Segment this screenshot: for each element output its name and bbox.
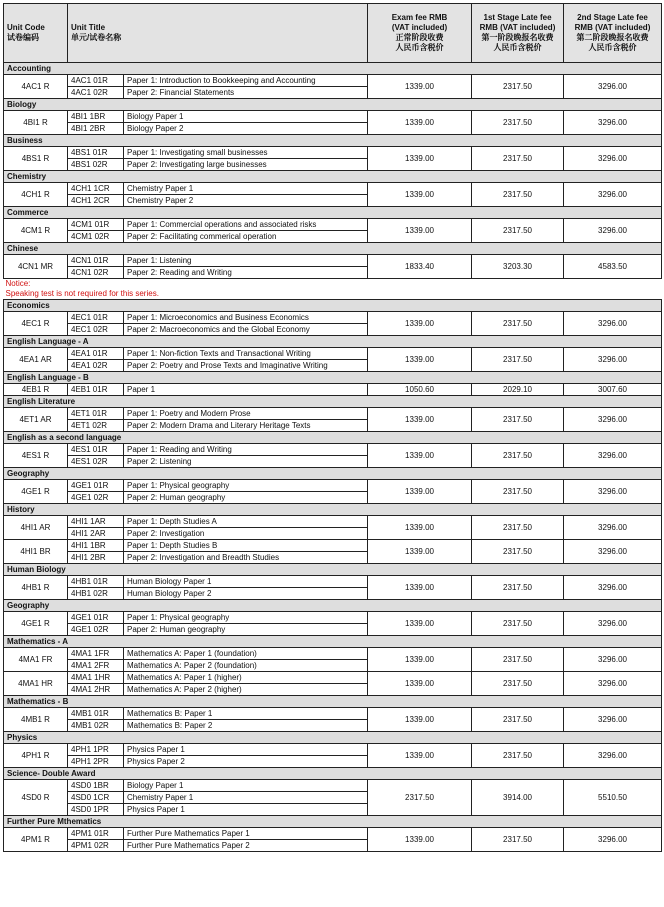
notice-row <box>4 279 662 290</box>
notice-text: Speaking test is not required for this series. <box>5 289 159 298</box>
paper-title-cell: Paper 1: Introduction to Bookkeeping and Accounting <box>124 75 368 87</box>
paper-code-cell: 4CM1 02R <box>68 231 124 243</box>
late-fee-1-cell: 2317.50 <box>472 744 564 768</box>
paper-title-cell: Chemistry Paper 1 <box>124 183 368 195</box>
header-late2-en1: 2nd Stage Late fee <box>577 13 648 22</box>
section-header-row <box>4 564 662 576</box>
exam-fee-cell: 1339.00 <box>368 672 472 696</box>
paper-title-cell: Paper 1 <box>124 384 368 396</box>
paper-title-cell: Paper 1: Depth Studies A <box>124 516 368 528</box>
exam-fee-cell: 1339.00 <box>368 75 472 99</box>
paper-title-cell: Human Biology Paper 2 <box>124 588 368 600</box>
late-fee-1-cell: 2029.10 <box>472 384 564 396</box>
exam-fee-cell: 1050.60 <box>368 384 472 396</box>
paper-title-cell: Paper 1: Reading and Writing <box>124 444 368 456</box>
paper-code-cell: 4HB1 02R <box>68 588 124 600</box>
section-header-row <box>4 63 662 75</box>
late-fee-2-cell: 3296.00 <box>564 147 662 171</box>
late-fee-1-cell: 2317.50 <box>472 648 564 672</box>
unit-code-cell: 4MA1 HR <box>4 672 68 696</box>
section-title: Accounting <box>4 63 662 75</box>
table-row <box>4 312 662 324</box>
late-fee-1-cell: 2317.50 <box>472 708 564 732</box>
section-title: Chemistry <box>4 171 662 183</box>
paper-code-cell: 4MB1 01R <box>68 708 124 720</box>
paper-code-cell: 4GE1 01R <box>68 612 124 624</box>
paper-title-cell: Paper 1: Investigating small businesses <box>124 147 368 159</box>
paper-code-cell: 4BI1 2BR <box>68 123 124 135</box>
section-header-row <box>4 336 662 348</box>
table-row <box>4 540 662 552</box>
table-row <box>4 111 662 123</box>
paper-title-cell: Paper 2: Macroeconomics and the Global Economy <box>124 324 368 336</box>
late-fee-2-cell: 3296.00 <box>564 744 662 768</box>
paper-title-cell: Chemistry Paper 2 <box>124 195 368 207</box>
paper-title-cell: Paper 2: Listening <box>124 456 368 468</box>
table-row <box>4 255 662 267</box>
exam-fee-cell: 1339.00 <box>368 576 472 600</box>
paper-title-cell: Paper 2: Investigating large businesses <box>124 159 368 171</box>
notice-text: Notice: <box>5 279 31 288</box>
section-header-row <box>4 432 662 444</box>
section-header-row <box>4 396 662 408</box>
header-late2-en2: RMB (VAT included) <box>574 23 651 32</box>
section-header-row <box>4 300 662 312</box>
table-row <box>4 480 662 492</box>
exam-fee-cell: 1339.00 <box>368 480 472 504</box>
header-unit-title <box>68 4 368 63</box>
paper-title-cell: Paper 1: Poetry and Modern Prose <box>124 408 368 420</box>
late-fee-1-cell: 2317.50 <box>472 408 564 432</box>
section-title: English Language - B <box>4 372 662 384</box>
paper-code-cell: 4ES1 01R <box>68 444 124 456</box>
late-fee-2-cell: 3296.00 <box>564 612 662 636</box>
paper-title-cell: Paper 2: Financial Statements <box>124 87 368 99</box>
late-fee-1-cell: 2317.50 <box>472 75 564 99</box>
unit-code-cell: 4CH1 R <box>4 183 68 207</box>
section-header-row <box>4 768 662 780</box>
section-title: Geography <box>4 600 662 612</box>
paper-title-cell: Chemistry Paper 1 <box>124 792 368 804</box>
table-row <box>4 744 662 756</box>
late-fee-1-cell: 2317.50 <box>472 540 564 564</box>
header-exam-fee <box>368 4 472 63</box>
table-row <box>4 219 662 231</box>
section-title: History <box>4 504 662 516</box>
late-fee-2-cell: 3296.00 <box>564 648 662 672</box>
paper-title-cell: Physics Paper 1 <box>124 804 368 816</box>
table-row <box>4 408 662 420</box>
header-late1-en1: 1st Stage Late fee <box>483 13 552 22</box>
unit-code-cell: 4HI1 BR <box>4 540 68 564</box>
unit-code-cell: 4EC1 R <box>4 312 68 336</box>
unit-code-cell: 4MA1 FR <box>4 648 68 672</box>
section-title: English as a second language <box>4 432 662 444</box>
paper-title-cell: Paper 2: Human geography <box>124 624 368 636</box>
header-exam-fee-en1: Exam fee RMB <box>391 13 448 22</box>
paper-title-cell: Paper 2: Facilitating commerical operation <box>124 231 368 243</box>
exam-fee-cell: 1339.00 <box>368 444 472 468</box>
paper-title-cell: Paper 2: Modern Drama and Literary Heritage Texts <box>124 420 368 432</box>
late-fee-2-cell: 3296.00 <box>564 183 662 207</box>
unit-code-cell: 4MB1 R <box>4 708 68 732</box>
paper-code-cell: 4EA1 02R <box>68 360 124 372</box>
paper-code-cell: 4GE1 02R <box>68 492 124 504</box>
paper-code-cell: 4MB1 02R <box>68 720 124 732</box>
unit-code-cell: 4GE1 R <box>4 480 68 504</box>
section-title: Further Pure Mthematics <box>4 816 662 828</box>
section-title: Commerce <box>4 207 662 219</box>
exam-fee-cell: 1339.00 <box>368 183 472 207</box>
late-fee-1-cell: 3203.30 <box>472 255 564 279</box>
header-late2-cn2: 人民币含税价 <box>588 43 637 52</box>
section-title: Mathematics - A <box>4 636 662 648</box>
unit-code-cell: 4HI1 AR <box>4 516 68 540</box>
late-fee-1-cell: 2317.50 <box>472 828 564 852</box>
late-fee-1-cell: 2317.50 <box>472 312 564 336</box>
paper-code-cell: 4AC1 01R <box>68 75 124 87</box>
paper-title-cell: Biology Paper 1 <box>124 111 368 123</box>
paper-code-cell: 4PM1 02R <box>68 840 124 852</box>
unit-code-cell: 4BS1 R <box>4 147 68 171</box>
paper-title-cell: Physics Paper 1 <box>124 744 368 756</box>
section-header-row <box>4 243 662 255</box>
exam-fee-cell: 1339.00 <box>368 540 472 564</box>
table-row <box>4 183 662 195</box>
paper-title-cell: Paper 2: Poetry and Prose Texts and Imaginative Writing <box>124 360 368 372</box>
paper-code-cell: 4EA1 01R <box>68 348 124 360</box>
unit-code-cell: 4CN1 MR <box>4 255 68 279</box>
notice-row <box>4 289 662 300</box>
header-late-fee-1 <box>472 4 564 63</box>
paper-title-cell: Biology Paper 1 <box>124 780 368 792</box>
section-header-row <box>4 636 662 648</box>
late-fee-1-cell: 2317.50 <box>472 348 564 372</box>
paper-code-cell: 4AC1 02R <box>68 87 124 99</box>
paper-code-cell: 4MA1 2HR <box>68 684 124 696</box>
paper-title-cell: Mathematics A: Paper 2 (foundation) <box>124 660 368 672</box>
header-unit-code-cn: 试卷编码 <box>7 33 39 42</box>
exam-fee-cell: 1339.00 <box>368 147 472 171</box>
late-fee-1-cell: 3914.00 <box>472 780 564 816</box>
paper-code-cell: 4CN1 01R <box>68 255 124 267</box>
late-fee-2-cell: 3296.00 <box>564 708 662 732</box>
paper-code-cell: 4CN1 02R <box>68 267 124 279</box>
paper-code-cell: 4PH1 1PR <box>68 744 124 756</box>
late-fee-1-cell: 2317.50 <box>472 183 564 207</box>
header-late-fee-2 <box>564 4 662 63</box>
paper-code-cell: 4HI1 2BR <box>68 552 124 564</box>
paper-code-cell: 4HI1 1BR <box>68 540 124 552</box>
late-fee-2-cell: 3296.00 <box>564 480 662 504</box>
table-row <box>4 672 662 684</box>
section-header-row <box>4 207 662 219</box>
paper-title-cell: Further Pure Mathematics Paper 1 <box>124 828 368 840</box>
paper-title-cell: Mathematics A: Paper 1 (foundation) <box>124 648 368 660</box>
section-title: Mathematics - B <box>4 696 662 708</box>
paper-code-cell: 4EB1 01R <box>68 384 124 396</box>
fee-table <box>3 3 662 852</box>
section-header-row <box>4 600 662 612</box>
table-row <box>4 444 662 456</box>
unit-code-cell: 4PH1 R <box>4 744 68 768</box>
paper-title-cell: Paper 1: Commercial operations and associated risks <box>124 219 368 231</box>
section-title: Physics <box>4 732 662 744</box>
paper-title-cell: Paper 1: Depth Studies B <box>124 540 368 552</box>
exam-fee-cell: 1339.00 <box>368 111 472 135</box>
late-fee-2-cell: 3296.00 <box>564 219 662 243</box>
paper-code-cell: 4MA1 1HR <box>68 672 124 684</box>
unit-code-cell: 4PM1 R <box>4 828 68 852</box>
paper-code-cell: 4SD0 1CR <box>68 792 124 804</box>
paper-code-cell: 4ET1 01R <box>68 408 124 420</box>
paper-code-cell: 4CH1 2CR <box>68 195 124 207</box>
paper-title-cell: Mathematics B: Paper 1 <box>124 708 368 720</box>
header-exam-fee-en2: (VAT included) <box>391 23 448 32</box>
exam-fee-cell: 1339.00 <box>368 708 472 732</box>
paper-title-cell: Further Pure Mathematics Paper 2 <box>124 840 368 852</box>
section-title: Biology <box>4 99 662 111</box>
table-row <box>4 780 662 792</box>
header-late2-cn1: 第二阶段晚报名收费 <box>576 33 649 42</box>
exam-fee-cell: 2317.50 <box>368 780 472 816</box>
section-header-row <box>4 816 662 828</box>
late-fee-2-cell: 3296.00 <box>564 444 662 468</box>
paper-title-cell: Human Biology Paper 1 <box>124 576 368 588</box>
table-row <box>4 75 662 87</box>
section-header-row <box>4 99 662 111</box>
paper-code-cell: 4EC1 02R <box>68 324 124 336</box>
paper-title-cell: Mathematics A: Paper 1 (higher) <box>124 672 368 684</box>
table-row <box>4 147 662 159</box>
late-fee-1-cell: 2317.50 <box>472 147 564 171</box>
paper-code-cell: 4MA1 2FR <box>68 660 124 672</box>
paper-code-cell: 4HB1 01R <box>68 576 124 588</box>
paper-title-cell: Paper 1: Microeconomics and Business Economics <box>124 312 368 324</box>
exam-fee-cell: 1339.00 <box>368 612 472 636</box>
late-fee-1-cell: 2317.50 <box>472 444 564 468</box>
late-fee-2-cell: 3296.00 <box>564 312 662 336</box>
paper-code-cell: 4CH1 1CR <box>68 183 124 195</box>
paper-code-cell: 4SD0 1BR <box>68 780 124 792</box>
late-fee-1-cell: 2317.50 <box>472 480 564 504</box>
paper-code-cell: 4PH1 2PR <box>68 756 124 768</box>
late-fee-2-cell: 3296.00 <box>564 576 662 600</box>
unit-code-cell: 4GE1 R <box>4 612 68 636</box>
section-title: Economics <box>4 300 662 312</box>
late-fee-1-cell: 2317.50 <box>472 219 564 243</box>
table-row <box>4 648 662 660</box>
exam-fee-cell: 1339.00 <box>368 648 472 672</box>
exam-fee-cell: 1339.00 <box>368 348 472 372</box>
late-fee-2-cell: 3007.60 <box>564 384 662 396</box>
paper-code-cell: 4HI1 1AR <box>68 516 124 528</box>
paper-code-cell: 4ET1 02R <box>68 420 124 432</box>
header-exam-fee-cn2: 人民币含税价 <box>395 43 444 52</box>
paper-title-cell: Physics Paper 2 <box>124 756 368 768</box>
section-header-row <box>4 171 662 183</box>
late-fee-2-cell: 3296.00 <box>564 75 662 99</box>
late-fee-1-cell: 2317.50 <box>472 516 564 540</box>
section-header-row <box>4 732 662 744</box>
late-fee-1-cell: 2317.50 <box>472 672 564 696</box>
table-row <box>4 708 662 720</box>
section-header-row <box>4 372 662 384</box>
unit-code-cell: 4CM1 R <box>4 219 68 243</box>
section-header-row <box>4 468 662 480</box>
paper-title-cell: Paper 1: Non-fiction Texts and Transactional Writing <box>124 348 368 360</box>
paper-code-cell: 4PM1 01R <box>68 828 124 840</box>
header-unit-code-en: Unit Code <box>7 23 45 32</box>
unit-code-cell: 4BI1 R <box>4 111 68 135</box>
paper-code-cell: 4EC1 01R <box>68 312 124 324</box>
table-row <box>4 576 662 588</box>
fee-table-body <box>4 63 662 852</box>
late-fee-1-cell: 2317.50 <box>472 612 564 636</box>
table-row <box>4 612 662 624</box>
section-header-row <box>4 504 662 516</box>
exam-fee-cell: 1339.00 <box>368 516 472 540</box>
late-fee-1-cell: 2317.50 <box>472 111 564 135</box>
paper-code-cell: 4SD0 1PR <box>68 804 124 816</box>
section-title: Science- Double Award <box>4 768 662 780</box>
section-title: Chinese <box>4 243 662 255</box>
paper-code-cell: 4GE1 02R <box>68 624 124 636</box>
paper-title-cell: Mathematics A: Paper 2 (higher) <box>124 684 368 696</box>
late-fee-2-cell: 3296.00 <box>564 672 662 696</box>
late-fee-2-cell: 3296.00 <box>564 408 662 432</box>
paper-code-cell: 4ES1 02R <box>68 456 124 468</box>
header-row <box>4 4 662 63</box>
late-fee-1-cell: 2317.50 <box>472 576 564 600</box>
late-fee-2-cell: 4583.50 <box>564 255 662 279</box>
unit-code-cell: 4HB1 R <box>4 576 68 600</box>
fee-schedule <box>3 3 661 904</box>
section-title: English Literature <box>4 396 662 408</box>
paper-title-cell: Paper 2: Investigation and Breadth Studies <box>124 552 368 564</box>
paper-code-cell: 4BS1 01R <box>68 147 124 159</box>
late-fee-2-cell: 3296.00 <box>564 348 662 372</box>
header-unit-code <box>4 4 68 63</box>
unit-code-cell: 4AC1 R <box>4 75 68 99</box>
paper-code-cell: 4GE1 01R <box>68 480 124 492</box>
paper-title-cell: Paper 1: Physical geography <box>124 480 368 492</box>
section-header-row <box>4 135 662 147</box>
header-exam-fee-cn1: 正常阶段收费 <box>395 33 444 42</box>
header-late1-cn2: 人民币含税价 <box>493 43 542 52</box>
section-title: Human Biology <box>4 564 662 576</box>
paper-title-cell: Paper 1: Physical geography <box>124 612 368 624</box>
header-late1-en2: RMB (VAT included) <box>479 23 556 32</box>
unit-code-cell: 4EB1 R <box>4 384 68 396</box>
paper-code-cell: 4HI1 2AR <box>68 528 124 540</box>
table-row <box>4 516 662 528</box>
table-row <box>4 828 662 840</box>
exam-fee-cell: 1833.40 <box>368 255 472 279</box>
exam-fee-cell: 1339.00 <box>368 408 472 432</box>
header-unit-title-cn: 单元/试卷名称 <box>71 33 122 42</box>
paper-title-cell: Paper 2: Human geography <box>124 492 368 504</box>
exam-fee-cell: 1339.00 <box>368 219 472 243</box>
exam-fee-cell: 1339.00 <box>368 312 472 336</box>
table-row <box>4 348 662 360</box>
table-row <box>4 384 662 396</box>
paper-code-cell: 4BS1 02R <box>68 159 124 171</box>
unit-code-cell: 4ET1 AR <box>4 408 68 432</box>
paper-title-cell: Paper 2: Investigation <box>124 528 368 540</box>
paper-title-cell: Paper 2: Reading and Writing <box>124 267 368 279</box>
late-fee-2-cell: 3296.00 <box>564 111 662 135</box>
unit-code-cell: 4ES1 R <box>4 444 68 468</box>
late-fee-2-cell: 5510.50 <box>564 780 662 816</box>
section-title: Business <box>4 135 662 147</box>
section-title: Geography <box>4 468 662 480</box>
paper-title-cell: Paper 1: Listening <box>124 255 368 267</box>
header-late1-cn1: 第一阶段晚报名收费 <box>481 33 554 42</box>
exam-fee-cell: 1339.00 <box>368 828 472 852</box>
paper-code-cell: 4MA1 1FR <box>68 648 124 660</box>
unit-code-cell: 4EA1 AR <box>4 348 68 372</box>
section-title: English Language - A <box>4 336 662 348</box>
header-unit-title-en: Unit Title <box>71 23 106 32</box>
paper-title-cell: Biology Paper 2 <box>124 123 368 135</box>
unit-code-cell: 4SD0 R <box>4 780 68 816</box>
paper-code-cell: 4CM1 01R <box>68 219 124 231</box>
late-fee-2-cell: 3296.00 <box>564 828 662 852</box>
late-fee-2-cell: 3296.00 <box>564 540 662 564</box>
paper-code-cell: 4BI1 1BR <box>68 111 124 123</box>
exam-fee-cell: 1339.00 <box>368 744 472 768</box>
late-fee-2-cell: 3296.00 <box>564 516 662 540</box>
section-header-row <box>4 696 662 708</box>
paper-title-cell: Mathematics B: Paper 2 <box>124 720 368 732</box>
